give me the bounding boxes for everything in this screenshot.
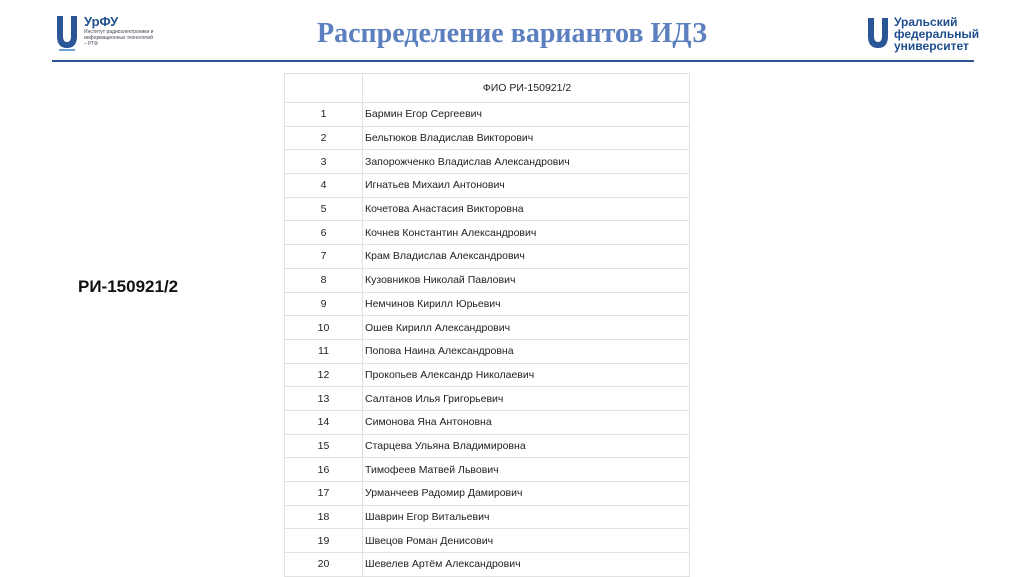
student-name: Крам Владислав Александрович: [363, 245, 690, 269]
table-row: [285, 363, 690, 387]
student-name: Бельтюков Владислав Викторович: [363, 126, 690, 150]
row-number: 13: [285, 387, 363, 411]
student-name: Запорожченко Владислав Александрович: [363, 150, 690, 174]
student-name: Бармин Егор Сергеевич: [363, 103, 690, 127]
row-number: 11: [285, 339, 363, 363]
row-number: 12: [285, 363, 363, 387]
left-logo-subtitle: Институт радиоэлектроники и информационных технологий – РТФ: [84, 29, 154, 47]
row-number: 19: [285, 529, 363, 553]
table-row: [285, 529, 690, 553]
table-row: [285, 150, 690, 174]
table-row: [285, 197, 690, 221]
table-row: [285, 505, 690, 529]
table-row: [285, 174, 690, 198]
table-row: [285, 458, 690, 482]
table-row: [285, 103, 690, 127]
student-name: Урманчеев Радомир Дамирович: [363, 482, 690, 506]
urfu-logo: [866, 14, 980, 54]
student-name: Попова Наина Александровна: [363, 339, 690, 363]
student-name: Прокопьев Александр Николаевич: [363, 363, 690, 387]
student-name: Кочетова Анастасия Викторовна: [363, 197, 690, 221]
table-row: [285, 434, 690, 458]
table-row: [285, 268, 690, 292]
table-row: [285, 245, 690, 269]
row-number: 10: [285, 316, 363, 340]
urfu-u-icon: [866, 16, 890, 52]
student-name: Симонова Яна Антоновна: [363, 410, 690, 434]
row-number: 6: [285, 221, 363, 245]
row-number: 3: [285, 150, 363, 174]
table-header-row: [285, 74, 690, 103]
row-number: 16: [285, 458, 363, 482]
table-row: [285, 221, 690, 245]
row-number: 2: [285, 126, 363, 150]
student-name: Ошев Кирилл Александрович: [363, 316, 690, 340]
student-name: Шаврин Егор Витальевич: [363, 505, 690, 529]
row-number: 8: [285, 268, 363, 292]
left-logo-brand: УрФУ: [84, 14, 119, 29]
table-row: [285, 126, 690, 150]
row-number: 15: [285, 434, 363, 458]
student-name: Игнатьев Михаил Антонович: [363, 174, 690, 198]
table-row: [285, 410, 690, 434]
right-logo-line1: Уральский: [894, 15, 958, 29]
row-number: 5: [285, 197, 363, 221]
student-table: [284, 73, 690, 577]
student-name: Тимофеев Матвей Львович: [363, 458, 690, 482]
student-name: Кочнев Константин Александрович: [363, 221, 690, 245]
header-divider: [52, 60, 974, 62]
student-name: Немчинов Кирилл Юрьевич: [363, 292, 690, 316]
table-row: [285, 387, 690, 411]
row-number: 17: [285, 482, 363, 506]
header-num-cell: [285, 74, 363, 103]
right-logo-line3: университет: [894, 39, 969, 53]
student-name: Салтанов Илья Григорьевич: [363, 387, 690, 411]
row-number: 7: [285, 245, 363, 269]
page-title: Распределение вариантов ИДЗ: [316, 18, 707, 49]
row-number: 14: [285, 410, 363, 434]
table-row: [285, 482, 690, 506]
row-number: 9: [285, 292, 363, 316]
student-name: Швецов Роман Денисович: [363, 529, 690, 553]
row-number: 1: [285, 103, 363, 127]
table-row: [285, 316, 690, 340]
table-row: [285, 553, 690, 577]
row-number: 20: [285, 553, 363, 577]
right-logo-line2: федеральный: [894, 27, 980, 41]
right-logo-text: [894, 16, 979, 52]
group-label: РИ-150921/2: [78, 277, 179, 296]
student-name: Кузовников Николай Павлович: [363, 268, 690, 292]
student-name: Шевелев Артём Александрович: [363, 553, 690, 577]
student-name: Старцева Ульяна Владимировна: [363, 434, 690, 458]
row-number: 4: [285, 174, 363, 198]
table-row: [285, 339, 690, 363]
row-number: 18: [285, 505, 363, 529]
table-row: [285, 292, 690, 316]
header-name-cell: ФИО РИ-150921/2: [363, 74, 690, 103]
